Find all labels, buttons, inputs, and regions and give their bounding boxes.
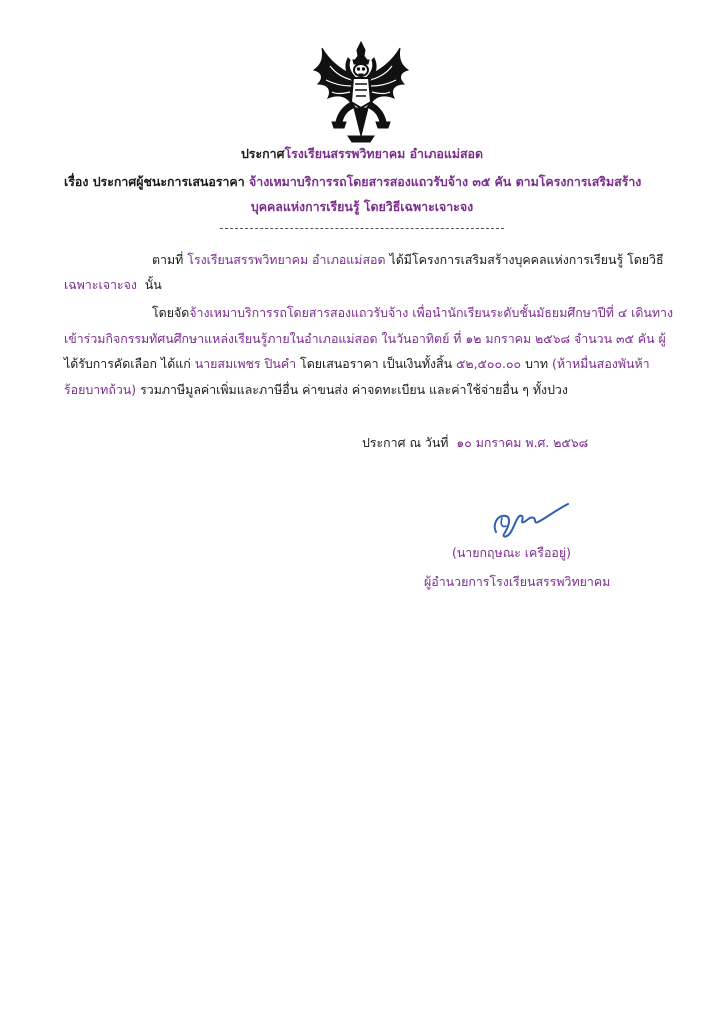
paragraph-1-line-2 — [64, 276, 162, 294]
p2-selected-label: ได้รับการคัดเลือก ได้แก่ — [64, 356, 191, 371]
announce-label: ประกาศ ณ วันที่ — [362, 435, 449, 450]
price-words-b: ร้อยบาทถ้วน) — [64, 382, 137, 397]
subject-line-1 — [64, 173, 641, 191]
subject-label: เรื่อง ประกาศผู้ชนะการเสนอราคา — [64, 174, 245, 189]
garuda-emblem-icon — [308, 40, 414, 146]
p1-text-c: ได้มีโครงการเสริมสร้างบุคคลแห่งการเรียนรู้ โดยวิธี — [389, 252, 664, 267]
announce-date: ๑๐ มกราคม พ.ศ. ๒๕๖๘ — [456, 435, 589, 450]
p1-method: เฉพาะเจาะจง — [64, 277, 137, 292]
title-prefix: ประกาศ — [240, 146, 285, 161]
p2-price-label: โดยเสนอราคา เป็นเงินทั้งสิ้น — [300, 356, 453, 371]
subject-line-2: บุคคลแห่งการเรียนรู้ โดยวิธีเฉพาะเจาะจง — [250, 199, 474, 214]
p2-service: จ้างเหมาบริการรถโดยสารสองแถวรับจ้าง เพื่อนำนักเรียนระดับชั้นมัธยมศึกษาปีที่ ๔ เดินทาง — [189, 305, 674, 320]
p2-tax-text: รวมภาษีมูลค่าเพิ่มและภาษีอื่น ค่าขนส่ง ค่าจดทะเบียน และค่าใช้จ่ายอื่น ๆ ทั้งปวง — [140, 382, 568, 397]
price-amount: ๕๒,๕๐๐.๐๐ — [456, 356, 522, 371]
paragraph-1-line-1 — [152, 251, 664, 269]
paragraph-2-line-2: เข้าร่วมกิจกรรมทัศนศึกษาแหล่งเรียนรู้ภายในอำเภอแม่สอด ในวันอาทิตย์ ที่ ๑๒ มกราคม ๒๕๖๘ จำนวน ๓๕ คัน ผู้ — [64, 331, 666, 346]
p1-school: โรงเรียนสรรพวิทยาคม อำเภอแม่สอด — [187, 252, 386, 267]
title-school: โรงเรียนสรรพวิทยาคม อำเภอแม่สอด — [284, 146, 484, 161]
price-words-a: (ห้าหมื่นสองพันห้า — [552, 356, 650, 371]
signatory-position: ผู้อำนวยการโรงเรียนสรรพวิทยาคม — [424, 574, 611, 589]
subject-text-1: จ้างเหมาบริการรถโดยสารสองแถวรับจ้าง ๓๕ คัน ตามโครงการเสริมสร้าง — [249, 174, 642, 189]
paragraph-2-line-4 — [64, 381, 568, 399]
price-unit: บาท — [525, 356, 549, 371]
signatory-name: (นายกฤษณะ เครืออยู่) — [452, 545, 571, 560]
winner-name: นายสมเพชร ปินคำ — [194, 356, 297, 371]
signature-mark-icon — [488, 494, 572, 542]
p2-text-a: โดยจัด — [152, 305, 190, 320]
announcement-title — [0, 145, 724, 163]
announce-date-line — [362, 434, 588, 452]
paragraph-2-line-3 — [64, 355, 650, 373]
paragraph-2-line-1 — [152, 304, 673, 322]
dashed-divider — [220, 228, 504, 229]
p1-text-a: ตามที่ — [152, 252, 184, 267]
p1-end: นั้น — [144, 277, 162, 292]
